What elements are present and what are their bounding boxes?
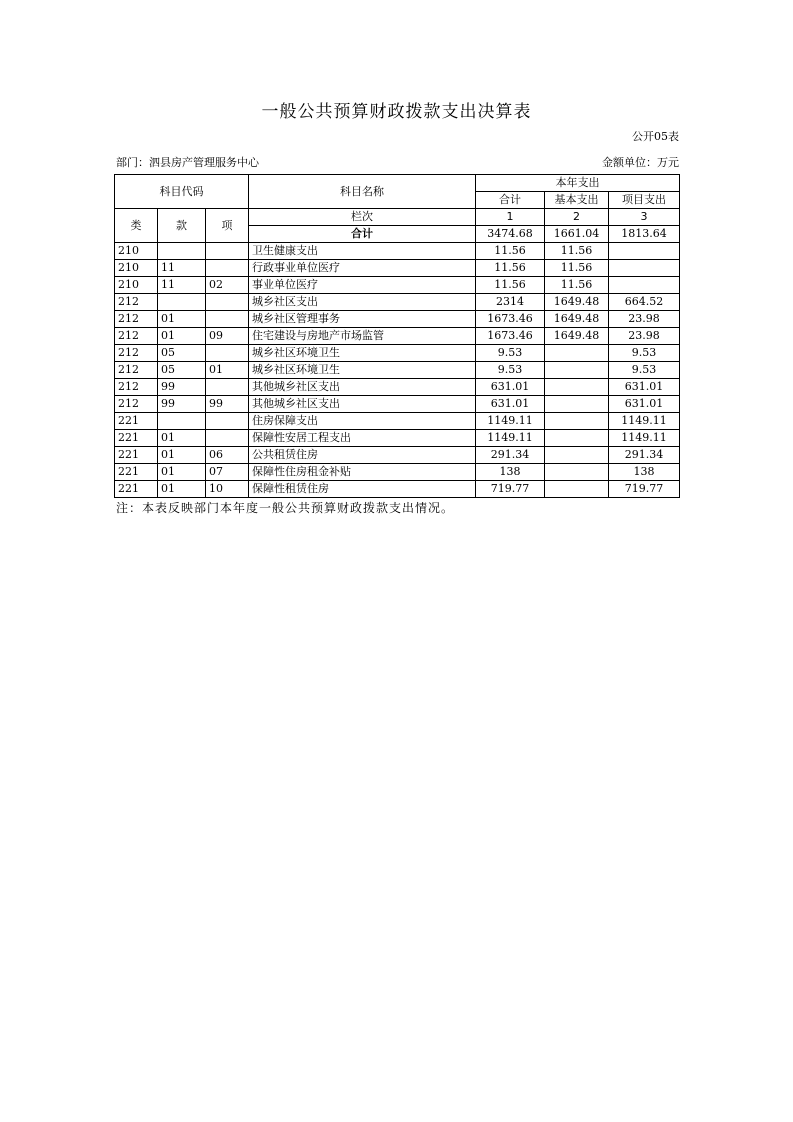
- cell-basic: [545, 464, 609, 481]
- cell-basic: 11.56: [545, 260, 609, 277]
- cell-kuan: 01: [158, 447, 206, 464]
- cell-basic: [545, 362, 609, 379]
- table-row: [115, 311, 680, 328]
- cell-project: 9.53: [609, 362, 680, 379]
- cell-lei: 210: [115, 243, 158, 260]
- cell-kuan: [158, 294, 206, 311]
- table-row: [115, 481, 680, 498]
- cell-basic: [545, 396, 609, 413]
- page-title: 一般公共预算财政拨款支出决算表: [261, 102, 532, 122]
- cell-kuan: 01: [158, 311, 206, 328]
- cell-project: 291.34: [609, 447, 680, 464]
- cell-project: 1149.11: [609, 413, 680, 430]
- cell-project: 23.98: [609, 311, 680, 328]
- table-row: [115, 277, 680, 294]
- cell-name: 事业单位医疗: [249, 277, 476, 294]
- expenditure-table: [114, 174, 680, 498]
- cell-lei: 212: [115, 345, 158, 362]
- cell-project: 1149.11: [609, 430, 680, 447]
- header-col2: 2: [545, 209, 609, 226]
- table-row: [115, 413, 680, 430]
- cell-xiang: 09: [206, 328, 249, 345]
- cell-xiang: 99: [206, 396, 249, 413]
- cell-kuan: 11: [158, 277, 206, 294]
- cell-name: 保障性住房租金补贴: [249, 464, 476, 481]
- cell-total: 138: [476, 464, 545, 481]
- table-row: [115, 345, 680, 362]
- cell-project: 9.53: [609, 345, 680, 362]
- cell-lei: 210: [115, 260, 158, 277]
- cell-kuan: 01: [158, 430, 206, 447]
- cell-name: 行政事业单位医疗: [249, 260, 476, 277]
- table-row: [115, 464, 680, 481]
- footnote: 注：本表反映部门本年度一般公共预算财政拨款支出情况。: [116, 501, 455, 515]
- cell-project: 138: [609, 464, 680, 481]
- cell-name: 保障性安居工程支出: [249, 430, 476, 447]
- cell-total: 1149.11: [476, 430, 545, 447]
- cell-name: 城乡社区环境卫生: [249, 345, 476, 362]
- header-total: 合计: [476, 192, 545, 209]
- cell-project: [609, 277, 680, 294]
- cell-xiang: [206, 413, 249, 430]
- cell-xiang: 02: [206, 277, 249, 294]
- table-row: [115, 379, 680, 396]
- cell-name: 城乡社区管理事务: [249, 311, 476, 328]
- cell-total: 1673.46: [476, 311, 545, 328]
- cell-total: 2314: [476, 294, 545, 311]
- cell-xiang: 07: [206, 464, 249, 481]
- cell-lei: 221: [115, 464, 158, 481]
- cell-name: 其他城乡社区支出: [249, 396, 476, 413]
- cell-total: 9.53: [476, 345, 545, 362]
- cell-lei: 221: [115, 413, 158, 430]
- table-row: [115, 294, 680, 311]
- header-lei: 类: [115, 209, 158, 243]
- cell-xiang: [206, 430, 249, 447]
- cell-name: 住房保障支出: [249, 413, 476, 430]
- cell-kuan: 99: [158, 396, 206, 413]
- cell-project: 664.52: [609, 294, 680, 311]
- cell-basic: [545, 345, 609, 362]
- cell-lei: 212: [115, 379, 158, 396]
- cell-basic: [545, 413, 609, 430]
- header-col1: 1: [476, 209, 545, 226]
- cell-name: 城乡社区环境卫生: [249, 362, 476, 379]
- header-name: 科目名称: [249, 175, 476, 209]
- cell-total: 11.56: [476, 277, 545, 294]
- cell-lei: 212: [115, 362, 158, 379]
- cell-total: 1149.11: [476, 413, 545, 430]
- cell-total: 631.01: [476, 379, 545, 396]
- cell-total: 719.77: [476, 481, 545, 498]
- cell-kuan: 05: [158, 362, 206, 379]
- header-basic: 基本支出: [545, 192, 609, 209]
- header-kuan: 款: [158, 209, 206, 243]
- cell-project: 719.77: [609, 481, 680, 498]
- header-col3: 3: [609, 209, 680, 226]
- cell-project: [609, 260, 680, 277]
- cell-name: 城乡社区支出: [249, 294, 476, 311]
- cell-kuan: 05: [158, 345, 206, 362]
- cell-basic: [545, 379, 609, 396]
- unit-label: 金额单位：万元: [602, 156, 679, 169]
- cell-name: 保障性租赁住房: [249, 481, 476, 498]
- table-row: [115, 260, 680, 277]
- cell-kuan: 99: [158, 379, 206, 396]
- cell-kuan: 01: [158, 464, 206, 481]
- cell-basic: [545, 481, 609, 498]
- cell-lei: 212: [115, 294, 158, 311]
- table-row: [115, 328, 680, 345]
- cell-project: 631.01: [609, 379, 680, 396]
- header-xiang: 项: [206, 209, 249, 243]
- header-row-3: [115, 209, 680, 226]
- cell-name: 住宅建设与房地产市场监管: [249, 328, 476, 345]
- table-row: [115, 430, 680, 447]
- cell-basic: 11.56: [545, 243, 609, 260]
- cell-total: 631.01: [476, 396, 545, 413]
- cell-total: 11.56: [476, 260, 545, 277]
- cell-lei: 212: [115, 396, 158, 413]
- cell-project: 23.98: [609, 328, 680, 345]
- table-row: [115, 243, 680, 260]
- cell-lei: 212: [115, 311, 158, 328]
- cell-basic: 1649.48: [545, 294, 609, 311]
- cell-xiang: [206, 345, 249, 362]
- cell-lei: 210: [115, 277, 158, 294]
- cell-total: 11.56: [476, 243, 545, 260]
- cell-lei: 212: [115, 328, 158, 345]
- table-body: [115, 243, 680, 498]
- total-total: 3474.68: [476, 226, 545, 243]
- cell-lei: 221: [115, 430, 158, 447]
- header-code: 科目代码: [115, 175, 249, 209]
- cell-project: [609, 243, 680, 260]
- cell-basic: 1649.48: [545, 311, 609, 328]
- cell-total: 1673.46: [476, 328, 545, 345]
- cell-name: 卫生健康支出: [249, 243, 476, 260]
- cell-name: 其他城乡社区支出: [249, 379, 476, 396]
- cell-kuan: [158, 413, 206, 430]
- table-row: [115, 447, 680, 464]
- cell-name: 公共租赁住房: [249, 447, 476, 464]
- cell-total: 291.34: [476, 447, 545, 464]
- cell-xiang: [206, 379, 249, 396]
- cell-lei: 221: [115, 481, 158, 498]
- cell-basic: [545, 447, 609, 464]
- cell-kuan: 01: [158, 481, 206, 498]
- cell-xiang: 01: [206, 362, 249, 379]
- cell-xiang: 06: [206, 447, 249, 464]
- header-lanci: 栏次: [249, 209, 476, 226]
- cell-xiang: 10: [206, 481, 249, 498]
- header-year-expense: 本年支出: [476, 175, 680, 192]
- table-row: [115, 396, 680, 413]
- table-row: [115, 362, 680, 379]
- total-basic: 1661.04: [545, 226, 609, 243]
- cell-xiang: [206, 294, 249, 311]
- cell-kuan: 01: [158, 328, 206, 345]
- header-project: 项目支出: [609, 192, 680, 209]
- cell-basic: [545, 430, 609, 447]
- cell-kuan: [158, 243, 206, 260]
- cell-xiang: [206, 311, 249, 328]
- cell-project: 631.01: [609, 396, 680, 413]
- total-project: 1813.64: [609, 226, 680, 243]
- cell-lei: 221: [115, 447, 158, 464]
- cell-kuan: 11: [158, 260, 206, 277]
- header-row-1: [115, 175, 680, 192]
- form-number: 公开05表: [632, 130, 679, 143]
- department-label: 部门：泗县房产管理服务中心: [116, 156, 259, 169]
- cell-total: 9.53: [476, 362, 545, 379]
- cell-xiang: [206, 243, 249, 260]
- cell-xiang: [206, 260, 249, 277]
- cell-basic: 11.56: [545, 277, 609, 294]
- total-label: 合计: [249, 226, 476, 243]
- cell-basic: 1649.48: [545, 328, 609, 345]
